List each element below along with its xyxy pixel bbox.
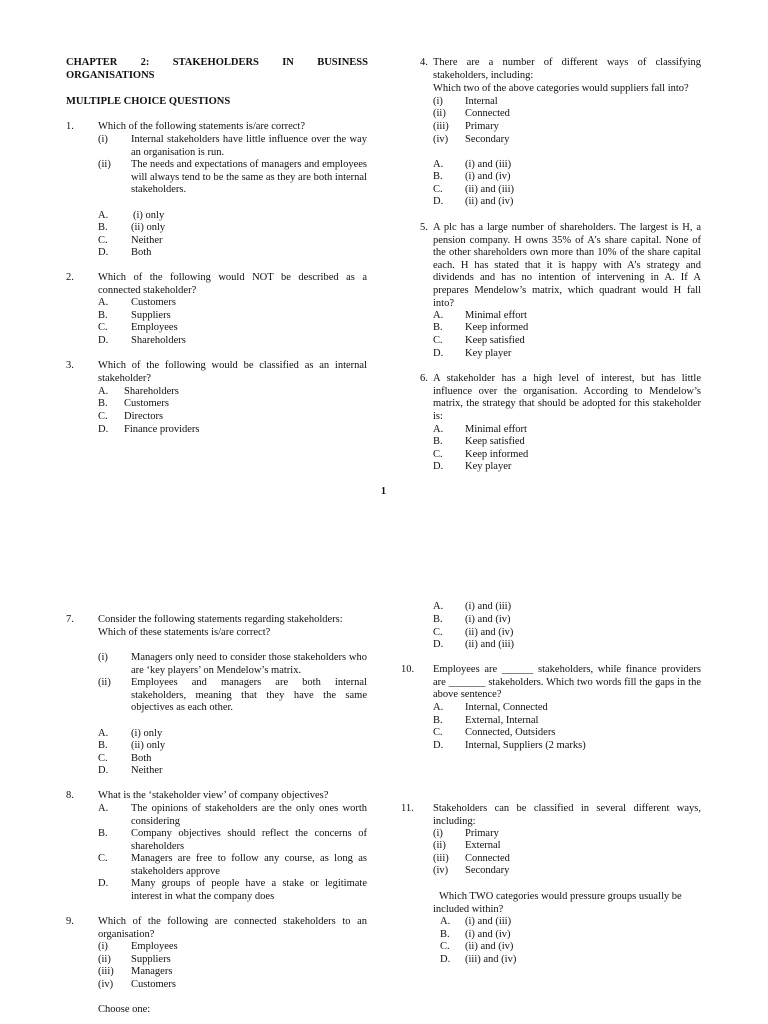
statement-label: (ii) (98, 159, 111, 170)
option-label: C. (98, 322, 108, 333)
option-label: D. (440, 954, 451, 965)
item-label: (i) (433, 828, 443, 839)
question-number: 3. (66, 360, 74, 371)
option-label: D. (98, 765, 109, 776)
option-label: B. (98, 222, 108, 233)
question-stem: What is the ‘stakeholder view’ of company objectives? (98, 790, 329, 801)
item-label: (iii) (433, 121, 449, 132)
option-label: C. (433, 627, 443, 638)
question-number: 11. (401, 803, 414, 814)
option-text: Minimal effort (465, 310, 527, 321)
question-number: 4. (420, 57, 428, 68)
question-stem: A stakeholder has a high level of interest, but has little influence over the organisation. According to Mendelow’s matrix, the strategy that should be adopted for this stakeholder is: (433, 373, 701, 422)
option-text: Directors (124, 411, 164, 422)
option-text: Customers (131, 297, 176, 308)
question-stem: Which of the following are connected stakeholders to an organisation? (98, 916, 367, 940)
section-heading: MULTIPLE CHOICE QUESTIONS (66, 96, 231, 107)
item-text: Connected (465, 108, 510, 119)
option-text: (ii) only (131, 222, 166, 233)
option-label: A. (433, 601, 444, 612)
option-text: Shareholders (124, 386, 179, 397)
item-text: External (465, 840, 501, 851)
item-label: (iv) (433, 865, 449, 876)
item-label: (iii) (433, 853, 449, 864)
option-text: Many groups of people have a stake or legitimate interest in what the company does (131, 878, 367, 902)
chapter-title-word: IN (282, 57, 294, 68)
question-number: 1. (66, 121, 74, 132)
option-label: C. (433, 449, 443, 460)
option-label: C. (433, 184, 443, 195)
option-text: Internal, Connected (465, 702, 548, 713)
option-label: B. (433, 436, 443, 447)
option-label: C. (98, 853, 108, 864)
chapter-title-word: CHAPTER (66, 57, 118, 68)
option-text: Employees (131, 322, 178, 333)
chapter-title (66, 57, 368, 70)
option-text: (i) and (iv) (465, 171, 511, 182)
option-text: Key player (465, 461, 512, 472)
option-label: A. (98, 728, 109, 739)
statement-label: (i) (98, 652, 108, 663)
option-label: B. (433, 715, 443, 726)
chapter-title-word: BUSINESS (317, 57, 368, 68)
item-text: Secondary (465, 865, 510, 876)
option-text: Company objectives should reflect the concerns of shareholders (131, 828, 367, 852)
item-text: Connected (465, 853, 510, 864)
question-stem: Which of the following would NOT be described as a connected stakeholder? (98, 272, 367, 296)
option-label: B. (98, 398, 108, 409)
option-label: D. (98, 335, 109, 346)
option-text: (i) and (iii) (465, 159, 512, 170)
option-text: (ii) and (iii) (465, 184, 514, 195)
option-label: B. (98, 828, 108, 839)
item-label: (i) (433, 96, 443, 107)
option-label: B. (440, 929, 450, 940)
question-number: 10. (401, 664, 415, 675)
option-text: (ii) and (iv) (465, 627, 514, 638)
option-text: (iii) and (iv) (465, 954, 517, 965)
option-text: (ii) and (iv) (465, 196, 514, 207)
option-text: Keep informed (465, 449, 529, 460)
option-label: C. (433, 727, 443, 738)
question-stem: A plc has a large number of shareholders. The largest is H, a pension company. H owns 35% of A’s share capital. None of the other shareholders own more than 10% of the share capital each. H has stated that it is happy with A’s strategy and dividends and has no intention of intervening in A. If A prepares Mendelow’s matrix, which quadrant would H fall into? (433, 222, 701, 309)
option-label: B. (98, 310, 108, 321)
option-label: D. (98, 424, 109, 435)
option-label: A. (98, 803, 109, 814)
question-number: 9. (66, 916, 74, 927)
option-text: (i) only (131, 728, 163, 739)
question-subprompt: Which TWO categories would pressure groups usually be included within? (433, 891, 682, 915)
option-text: (ii) and (iii) (465, 639, 514, 650)
chapter-title-word: 2: (140, 57, 150, 68)
option-label: D. (433, 639, 444, 650)
option-text: Both (131, 753, 152, 764)
statement-text: Managers only need to consider those stakeholders who are ‘key players’ on Mendelow’s matrix. (131, 652, 367, 676)
option-label: D. (433, 196, 444, 207)
question-subprompt: Which two of the above categories would suppliers fall into? (433, 83, 689, 94)
statement-label: (ii) (98, 677, 111, 688)
option-text: Managers are free to follow any course, as long as stakeholders approve (131, 853, 367, 877)
option-label: B. (433, 322, 443, 333)
question-number: 5. (420, 222, 428, 233)
item-text: Customers (131, 979, 176, 990)
chapter-title-line2: ORGANISATIONS (66, 70, 155, 81)
question-number: 2. (66, 272, 74, 283)
option-text: Internal, Suppliers (2 marks) (465, 740, 586, 751)
option-label: C. (440, 941, 450, 952)
option-label: B. (98, 740, 108, 751)
option-label: A. (433, 424, 444, 435)
option-label: C. (433, 335, 443, 346)
option-text: (ii) and (iv) (465, 941, 514, 952)
option-label: A. (433, 310, 444, 321)
option-text: (i) only (133, 210, 165, 221)
question-stem: Consider the following statements regarding stakeholders: (98, 614, 343, 625)
statement-text: Employees and managers are both internal stakeholders, meaning that they have the same objectives as each other. (131, 677, 367, 714)
question-stem: Which of the following statements is/are correct? (98, 121, 306, 132)
question-number: 6. (420, 373, 428, 384)
option-text: (i) and (iii) (465, 916, 512, 927)
option-text: Shareholders (131, 335, 186, 346)
question-stem: Employees are ______ stakeholders, while finance providers are _______ stakeholders. Which two words fill the gaps in the above sentence? (433, 664, 701, 701)
item-label: (iii) (98, 966, 114, 977)
choose-prompt: Choose one: (98, 1004, 151, 1015)
option-label: C. (98, 235, 108, 246)
option-text: Both (131, 247, 152, 258)
option-text: The opinions of stakeholders are the only ones worth considering (131, 803, 367, 827)
question-stem: Which of the following would be classified as an internal stakeholder? (98, 360, 367, 384)
question-stem: There are a number of different ways of classifying stakeholders, including: (433, 57, 701, 81)
option-label: B. (433, 171, 443, 182)
item-text: Managers (131, 966, 173, 977)
option-text: Customers (124, 398, 169, 409)
item-label: (ii) (433, 840, 446, 851)
statement-text: Internal stakeholders have little influence over the way an organisation is run. (131, 134, 367, 158)
option-label: A. (440, 916, 451, 927)
item-label: (ii) (433, 108, 446, 119)
option-label: C. (98, 411, 108, 422)
item-text: Primary (465, 121, 499, 132)
item-label: (iv) (433, 134, 449, 145)
option-text: Suppliers (131, 310, 171, 321)
option-text: Neither (131, 765, 163, 776)
option-label: A. (433, 702, 444, 713)
option-label: C. (98, 753, 108, 764)
item-label: (iv) (98, 979, 114, 990)
option-text: Connected, Outsiders (465, 727, 556, 738)
item-label: (i) (98, 941, 108, 952)
option-text: Minimal effort (465, 424, 527, 435)
item-text: Secondary (465, 134, 510, 145)
option-label: D. (433, 348, 444, 359)
statement-text: The needs and expectations of managers and employees will always tend to be the same as they are both internal stakeholders. (131, 159, 367, 196)
option-text: (i) and (iv) (465, 929, 511, 940)
chapter-title-word: STAKEHOLDERS (172, 57, 259, 68)
option-label: D. (433, 461, 444, 472)
option-text: External, Internal (465, 715, 539, 726)
option-label: A. (433, 159, 444, 170)
option-label: D. (98, 878, 109, 889)
option-text: (ii) only (131, 740, 166, 751)
option-label: D. (98, 247, 109, 258)
option-text: Neither (131, 235, 163, 246)
question-number: 7. (66, 614, 74, 625)
item-text: Primary (465, 828, 499, 839)
option-label: B. (433, 614, 443, 625)
option-text: Key player (465, 348, 512, 359)
statement-label: (i) (98, 134, 108, 145)
question-number: 8. (66, 790, 74, 801)
item-text: Employees (131, 941, 178, 952)
option-text: Keep satisfied (465, 335, 525, 346)
item-text: Suppliers (131, 954, 171, 965)
option-label: A. (98, 210, 109, 221)
option-text: (i) and (iv) (465, 614, 511, 625)
item-text: Internal (465, 96, 498, 107)
option-text: (i) and (iii) (465, 601, 512, 612)
option-text: Finance providers (124, 424, 200, 435)
option-text: Keep informed (465, 322, 529, 333)
item-label: (ii) (98, 954, 111, 965)
question-stem: Which of these statements is/are correct? (98, 627, 271, 638)
question-stem: Stakeholders can be classified in several different ways, including: (433, 803, 701, 827)
option-label: A. (98, 386, 109, 397)
page-number: 1 (381, 486, 386, 497)
option-label: D. (433, 740, 444, 751)
option-label: A. (98, 297, 109, 308)
option-text: Keep satisfied (465, 436, 525, 447)
